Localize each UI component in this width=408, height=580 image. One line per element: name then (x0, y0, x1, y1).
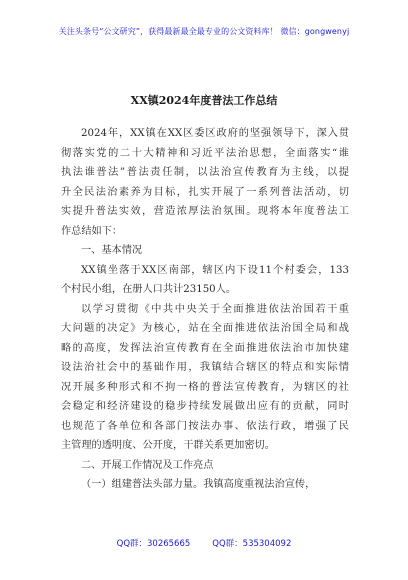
body-line: 主管理的透明度、公开度，干群关系更加密切。 (61, 440, 275, 451)
footer-qq-group-2: QQ群：535304092 (212, 539, 292, 549)
body-line: 况开展多种形式和不拘一格的普法宣传教育，为辖区的社 (61, 381, 349, 393)
document-body (61, 124, 349, 495)
body-line: 实提升普法实效，营造浓厚法治氛围。现将本年度普法工 (61, 206, 349, 217)
body-line: 略的高度，发挥法治宣传教育在全面推进依法治市加快建 (61, 342, 349, 354)
body-line: 彻落实党的二十大精神和习近平法治思想，全面落实“谁 (61, 147, 349, 159)
section-heading: 二、开展工作情况及工作亮点 (81, 459, 214, 471)
body-line: 个村民小组，在册人口共计23150人。 (61, 284, 237, 295)
body-line: 升全民法治素养为目标，扎实开展了一系列普法活动，切 (61, 186, 349, 198)
body-line: XX镇坐落于XX区南部，辖区内下设11个村委会，133 (81, 264, 349, 276)
body-line: 2024年，XX镇在XX区委区政府的坚强领导下，深入贯 (81, 128, 349, 139)
footer-qq-note (0, 537, 408, 549)
subsection-heading: （一）组建普法头部力量。我镇高度重视法治宣传， (81, 479, 316, 490)
footer-qq-group-1: QQ群：30265665 (116, 539, 191, 549)
body-line: 设法治社会中的基础作用，我镇结合辖区的特点和实际情 (61, 362, 349, 373)
header-promo-note: 关注头条号“公文研究”，获得最新最全最专业的公文资料库！ 微信：gongwenyj (58, 27, 350, 36)
body-line: 以学习贯彻《中共中央关于全面推进依法治国若干重 (81, 303, 349, 315)
body-line: 大问题的决定》为核心，站在全面推进依法治国全局和战 (61, 323, 349, 334)
document-title: XX镇2024年度普法工作总结 (130, 94, 278, 107)
body-line: 也规范了各单位和各部门按法办事、依法行政，增强了民 (61, 420, 349, 432)
body-line: 会稳定和经济建设的稳步持续发展做出应有的贡献，同时 (61, 401, 349, 412)
body-line: 执法谁普法”普法责任制，以法治宣传教育为主线，以提 (61, 167, 349, 178)
body-line: 作总结如下： (61, 225, 123, 237)
section-heading: 一、基本情况 (81, 245, 143, 256)
